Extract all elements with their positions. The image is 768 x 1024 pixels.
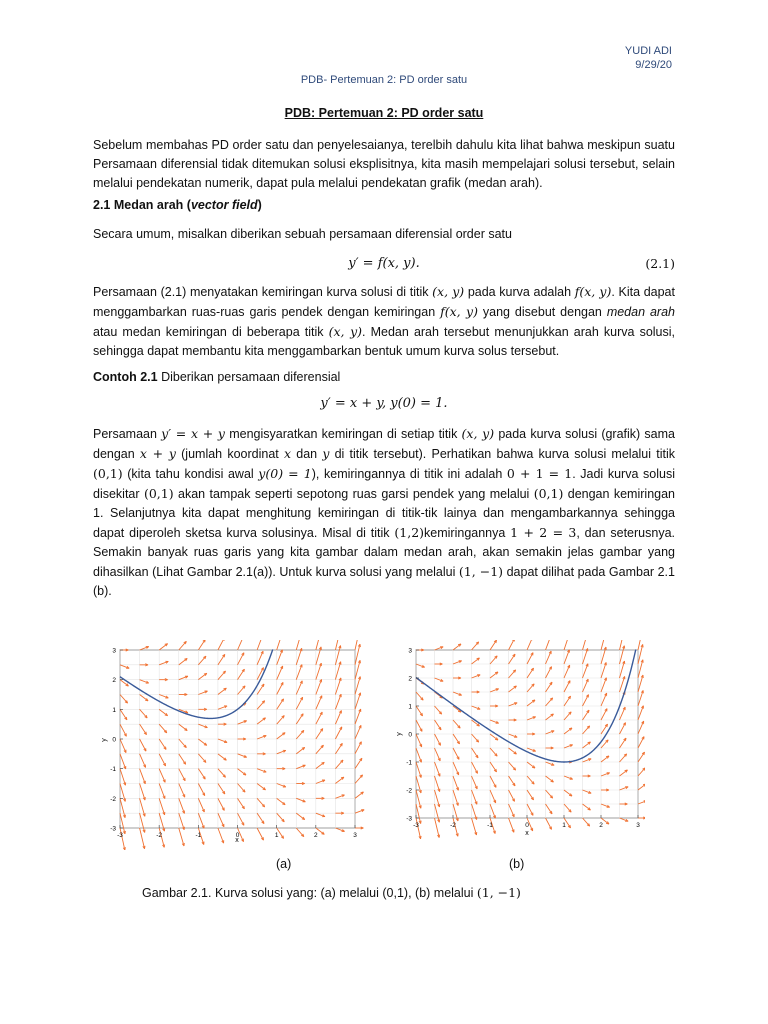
page-title: PDB: Pertemuan 2: PD order satu	[284, 106, 484, 120]
slope-arrow	[257, 828, 263, 840]
slope-arrow	[355, 775, 363, 784]
y-axis-label: y	[396, 732, 403, 736]
page-header-right	[625, 44, 672, 72]
y-tick-label: 2	[112, 677, 116, 685]
y-tick-label: -2	[110, 795, 116, 803]
x-tick-label: 1	[562, 822, 566, 829]
equation-example: y′ = x + y, y(0) = 1.	[320, 396, 448, 411]
slope-arrow	[159, 644, 167, 650]
slope-arrow	[355, 725, 361, 739]
figure-a-label: (a)	[276, 857, 292, 871]
slope-arrow	[638, 768, 645, 776]
slope-arrow	[546, 818, 552, 829]
example-label: Contoh 2.1	[93, 370, 158, 384]
slope-arrow	[638, 690, 643, 706]
slope-arrow	[583, 818, 590, 826]
slope-arrow	[296, 828, 304, 837]
y-tick-label: -3	[406, 815, 412, 823]
running-title: PDB- Pertemuan 2: PD order satu	[300, 74, 468, 86]
intro-paragraph	[93, 136, 675, 193]
y-tick-label: 3	[408, 647, 412, 655]
paragraph-example: Persamaan y′ = x + y mengisyaratkan kemiringan di setiap titik (x, y) pada kurva solusi (grafik) sama dengan x + y (jumlah koordinat x dan y di titik tersebut). Perhatikan bahwa kurva solusi melalui titik (0,1) (kita tahu kondisi awal y(0) = 1), kemiringannya di titik ini adalah 0 + 1 = 1. Jadi kurva solusi disekitar (0,1) akan tampak seperti sepotong ruas garsi pendek yang melalui (0,1) dengan kemiringan 1. Selanjutnya kita dapat menghitung kemiringan di titik-tik lainya dan mengambarkannya sehingga dapat diperoleh sketsa kurva solusinya. Misal di titik (1,2)kemiringannya 1 + 2 = 3, dan seterusnya. Semakin banyak ruas garis yang kita gambar dalam medan arah, akan semakin jelas gambar yang dihasilkan (Lihat Gambar 2.1(a)). Untuk kurva solusi yang melalui (1, −1) dapat dilihat pada Gambar 2.1 (b).	[93, 426, 676, 598]
y-tick-label: -3	[110, 825, 116, 833]
slope-arrow	[564, 640, 569, 650]
paragraph-slope-field: Persamaan (2.1) menyatakan kemiringan kurva solusi di titik (x, y) pada kurva adalah f(x, y). Kita dapat menggambarkan ruas-ruas garis pendek dengan kemiringan f(x, y) yang disebut dengan medan arah atau medan kemiringan di beberapa titik (x, y). Medan arah tersebut menunjukkan arah kurva solusi, sehingga dapat membantu kita menggambarkan bentuk umum kurva solus tersebut.	[93, 284, 675, 358]
slope-arrow	[277, 640, 282, 650]
x-axis-label: x	[235, 837, 239, 844]
x-tick-label: -3	[117, 832, 123, 839]
x-tick-label: -2	[156, 832, 163, 839]
equation-2-1: y′ = f(x, y).	[348, 256, 420, 271]
x-tick-label: -3	[413, 822, 419, 829]
x-tick-label: 0	[235, 832, 240, 839]
general-paragraph	[93, 225, 675, 244]
slope-arrow	[638, 801, 645, 804]
slope-arrow	[179, 641, 187, 650]
x-tick-label: 1	[274, 832, 279, 839]
y-tick-label: -2	[406, 787, 412, 795]
figure-caption	[142, 885, 521, 900]
slope-arrow	[509, 640, 515, 650]
figure-a-plot	[100, 640, 365, 850]
slope-arrow	[472, 642, 479, 650]
slope-arrow	[638, 721, 644, 734]
slope-arrow	[355, 742, 361, 754]
y-tick-label: 2	[408, 675, 412, 683]
slope-arrow	[296, 640, 301, 650]
y-axis-label: y	[101, 738, 108, 742]
slope-arrow	[509, 818, 514, 832]
slope-arrow	[638, 706, 643, 720]
example-heading	[93, 368, 675, 387]
y-tick-label: 0	[408, 731, 412, 739]
x-tick-label: -2	[450, 822, 456, 829]
slope-arrow	[257, 640, 263, 650]
figure-b-plot	[395, 640, 645, 840]
y-tick-label: -1	[110, 766, 116, 774]
x-tick-label: -1	[195, 832, 202, 839]
section-term: vector field	[190, 198, 258, 212]
slope-arrow	[453, 644, 461, 650]
slope-arrow	[472, 818, 477, 835]
x-tick-label: 2	[599, 822, 603, 829]
x-tick-label: 3	[353, 832, 357, 839]
y-tick-label: 0	[112, 736, 116, 744]
equation-number: (2.1)	[645, 256, 675, 271]
x-axis-label: x	[525, 830, 529, 837]
author-name: YUDI ADI	[624, 45, 672, 57]
slope-arrow	[638, 737, 644, 748]
x-tick-label: -1	[487, 822, 493, 829]
slope-arrow	[490, 640, 497, 650]
header-date: 9/29/20	[635, 59, 672, 71]
intro-text: Sebelum membahas PD order satu dan penyelesaianya, terelbih dahulu kita lihat bahwa meskipun suatu Persamaan diferensial tidak ditemukan solusi eksplisitnya, kita masih mempelajari solusi tersebut, selain melalui pendekatan numerik, dapat pula melalui pendekatan grafik (medan arah).	[93, 138, 675, 190]
example-text: Diberikan persamaan diferensial	[157, 370, 341, 384]
slope-arrow	[218, 828, 224, 843]
slope-arrow	[355, 693, 360, 710]
section-number: 2.1 Medan arah (	[93, 198, 191, 212]
caption-math: (1, −1)	[476, 885, 521, 900]
slope-arrow	[355, 709, 361, 724]
x-tick-label: 0	[525, 822, 529, 829]
x-tick-label: 3	[636, 822, 640, 829]
y-tick-label: 1	[112, 706, 116, 714]
slope-arrow	[198, 640, 205, 650]
slope-arrow	[238, 640, 244, 650]
slope-arrow	[179, 828, 184, 846]
y-tick-label: 3	[112, 647, 116, 655]
slope-arrow	[638, 675, 643, 692]
caption-text: Gambar 2.1. Kurva solusi yang: (a) melalui (0,1), (b) melalui	[142, 886, 477, 900]
section-heading	[93, 198, 262, 212]
x-tick-label: 2	[314, 832, 318, 839]
slope-arrow	[583, 640, 588, 650]
figure-b-label: (b)	[509, 857, 525, 871]
slope-arrow	[355, 677, 360, 695]
slope-arrow	[355, 792, 363, 798]
slope-arrow	[355, 758, 362, 769]
general-text: Secara umum, misalkan diberikan sebuah persamaan diferensial order satu	[93, 227, 512, 241]
y-tick-label: 1	[408, 703, 412, 711]
slope-arrow	[218, 640, 224, 650]
slope-arrow	[546, 640, 551, 650]
y-tick-label: -1	[406, 759, 412, 767]
section-close: )	[257, 198, 262, 212]
slope-arrow	[638, 752, 645, 762]
slope-arrow	[527, 640, 533, 650]
